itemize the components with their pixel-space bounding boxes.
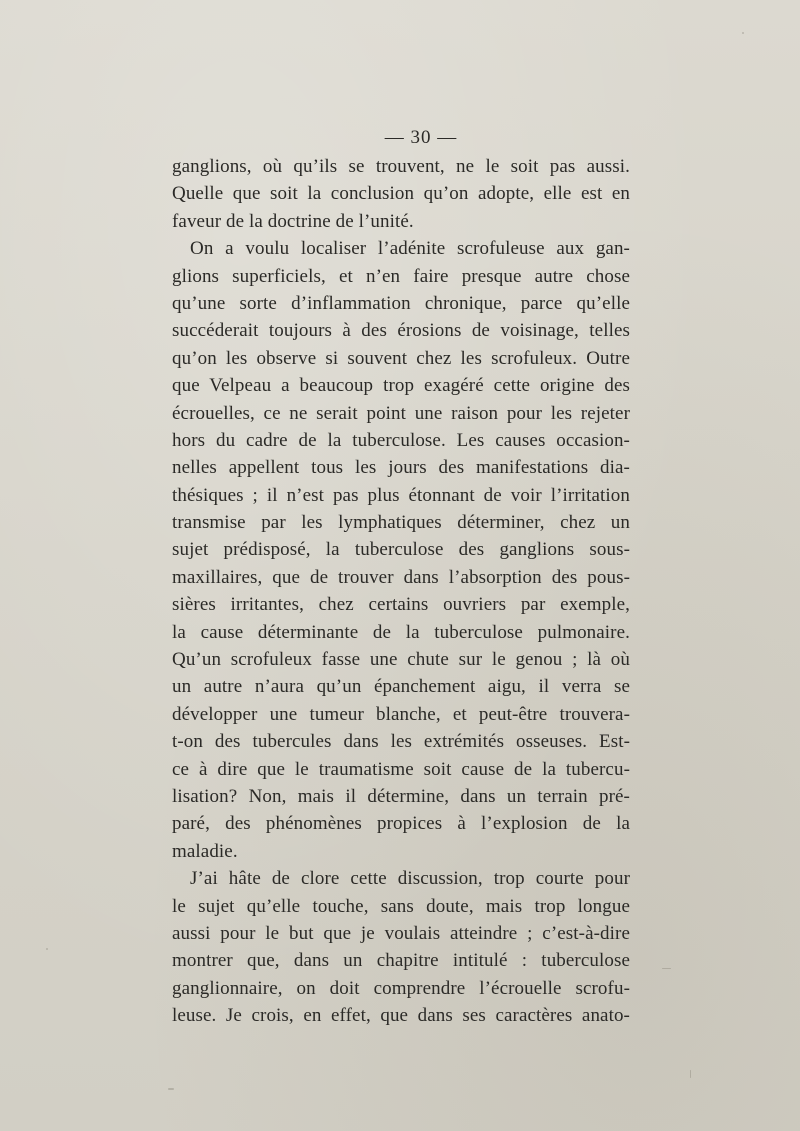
text-line: Quelle que soit la conclusion qu’on adopte, elle est en xyxy=(172,183,630,205)
text-line: développer une tumeur blanche, et peut-être trouvera- xyxy=(172,703,630,725)
paper-speck xyxy=(662,968,671,969)
text-line: que Velpeau a beaucoup trop exagéré cette origine des xyxy=(172,375,630,397)
text-line: ganglions, où qu’ils se trouvent, ne le soit pas aussi. xyxy=(172,156,630,177)
text-line: Qu’un scrofuleux fasse une chute sur le genou ; là où xyxy=(172,649,630,671)
text-line: faveur de la doctrine de l’unité. xyxy=(172,210,414,232)
text-block xyxy=(172,124,630,1030)
text-line: On a voulu localiser l’adénite scrofuleuse aux gan- xyxy=(190,238,630,260)
text-line: aussi pour le but que je voulais atteindre ; c’est-à-dire xyxy=(172,922,630,944)
text-line: lisation? Non, mais il détermine, dans un terrain pré- xyxy=(172,785,630,807)
text-line: sujet prédisposé, la tuberculose des ganglions sous- xyxy=(172,539,630,561)
paper-speck xyxy=(46,948,48,950)
text-line: glions superficiels, et n’en faire presque autre chose xyxy=(172,265,630,287)
text-line: maxillaires, que de trouver dans l’absorption des pous- xyxy=(172,566,630,588)
text-line: succéderait toujours à des érosions de voisinage, telles xyxy=(172,320,630,342)
text-line: leuse. Je crois, en effet, que dans ses caractères anato- xyxy=(172,1005,630,1027)
text-line: maladie. xyxy=(172,840,238,862)
body-text xyxy=(172,153,630,1030)
text-line: le sujet qu’elle touche, sans doute, mais trop longue xyxy=(172,895,630,917)
text-line: qu’on les observe si souvent chez les scrofuleux. Outre xyxy=(172,347,630,369)
paper-speck xyxy=(168,1088,174,1090)
text-line: un autre n’aura qu’un épanchement aigu, il verra se xyxy=(172,676,630,698)
text-line: écrouelles, ce ne serait point une raison pour les rejeter xyxy=(172,402,630,424)
text-line: t-on des tubercules dans les extrémités osseuses. Est- xyxy=(172,731,630,753)
text-line: la cause déterminante de la tuberculose pulmonaire. xyxy=(172,621,630,643)
text-line: paré, des phénomènes propices à l’explosion de la xyxy=(172,813,630,835)
paper-speck xyxy=(742,32,744,34)
text-line: ce à dire que le traumatisme soit cause de la tubercu- xyxy=(172,758,630,780)
text-line: transmise par les lymphatiques déterminer, chez un xyxy=(172,512,630,534)
text-line: ganglionnaire, on doit comprendre l’écrouelle scrofu- xyxy=(172,977,630,999)
text-line: nelles appellent tous les jours des manifestations dia- xyxy=(172,457,630,479)
text-line: qu’une sorte d’inflammation chronique, parce qu’elle xyxy=(172,292,630,314)
text-line: sières irritantes, chez certains ouvriers par exemple, xyxy=(172,594,630,616)
text-line: hors du cadre de la tuberculose. Les causes occasion- xyxy=(172,429,630,451)
text-line: J’ai hâte de clore cette discussion, trop courte pour xyxy=(190,868,630,890)
text-line: montrer que, dans un chapitre intitulé : tuberculose xyxy=(172,950,630,972)
paper-speck xyxy=(690,1070,691,1078)
page-number: — 30 — xyxy=(384,127,458,148)
text-line: thésiques ; il n’est pas plus étonnant de voir l’irritation xyxy=(172,484,630,506)
